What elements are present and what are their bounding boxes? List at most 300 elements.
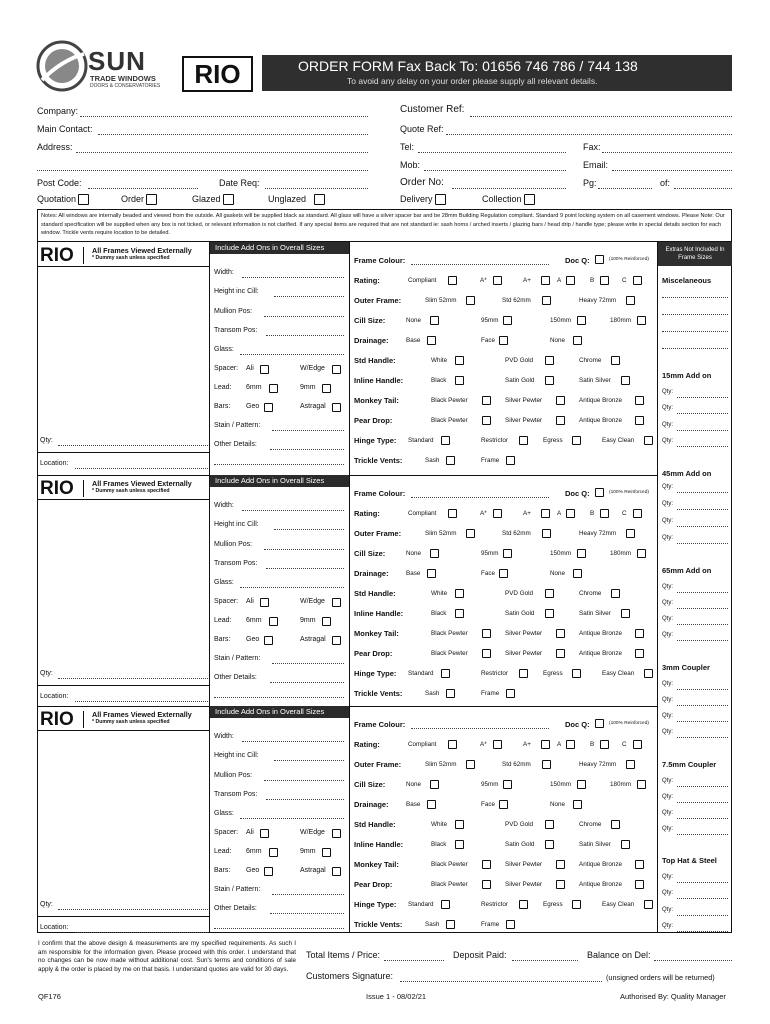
frame2-outer-label: Outer Frame: [354, 529, 402, 538]
frame1-hinge-restrictor-checkbox[interactable] [519, 436, 528, 445]
frame1-cill-c180-checkbox[interactable] [637, 316, 646, 325]
extras-group-1-qty-field-3[interactable] [677, 430, 728, 431]
extras-group-6-qty-field-4[interactable] [677, 931, 728, 932]
frame1-std_handle-chrome-label: Chrome [579, 357, 602, 364]
frame2-geo-checkbox[interactable] [264, 636, 273, 645]
frame3-height-label: Height inc Cill: [214, 752, 259, 759]
frame3-geo-checkbox[interactable] [264, 867, 273, 876]
frame2-inline-satin_silver-checkbox[interactable] [621, 609, 630, 618]
frame3-rating-a-checkbox[interactable] [566, 740, 575, 749]
unglazed-checkbox[interactable] [314, 194, 325, 205]
frame3-drawing-area[interactable] [40, 734, 206, 901]
frame3-rating-aplus-checkbox[interactable] [541, 740, 550, 749]
extras-group-5-qty-field-1[interactable] [677, 786, 728, 787]
order-no-field[interactable] [452, 188, 566, 189]
extras-group-3-qty-field-2[interactable] [677, 608, 728, 609]
email-label: Email: [583, 160, 609, 170]
product-badge: RIO [182, 56, 253, 92]
frame1-drainage-none-checkbox[interactable] [573, 336, 582, 345]
frame1-pear-silver_pewter-checkbox[interactable] [556, 416, 565, 425]
form-code: QF176 [38, 992, 61, 1001]
frame2-monkey-antique-label: Antique Bronze [579, 630, 623, 637]
extras-group-2-qty-field-2[interactable] [677, 509, 728, 510]
frame3-rating-c-checkbox[interactable] [633, 740, 642, 749]
extras-group-2-qty-label-1: Qty: [662, 484, 674, 490]
frame3-monkey-black_pewter-checkbox[interactable] [482, 860, 491, 869]
extras-group-6-qty-label-2: Qty: [662, 890, 674, 896]
frame2-inline-label: Inline Handle: [354, 609, 404, 618]
frame1-monkey-black_pewter-checkbox[interactable] [482, 396, 491, 405]
company-field[interactable] [80, 116, 368, 117]
frame3-monkey-antique-checkbox[interactable] [635, 860, 644, 869]
frame2-std_handle-pvd-checkbox[interactable] [545, 589, 554, 598]
frame1-inline-satin_silver-checkbox[interactable] [621, 376, 630, 385]
frame2-pear-black_pewter-checkbox[interactable] [482, 649, 491, 658]
frame1-hinge-label: Hinge Type: [354, 436, 397, 445]
frame2-rating-a-checkbox[interactable] [566, 509, 575, 518]
frame3-cill-label: Cill Size: [354, 780, 386, 789]
frame3-rating-compliant-checkbox[interactable] [448, 740, 457, 749]
frame2-drainage-base-checkbox[interactable] [427, 569, 436, 578]
confirm-text: I confirm that the above design & measurements are my specified requirements. As such I am responsible for the information given. Please proceed with this order. I understand that no changes can be now made without additional cost. Sun's terms and conditions of sale apply & the order is placed by me on that basis. I understand quotes are valid for 30 days. [38, 940, 296, 973]
frame2-glass-label: Glass: [214, 579, 234, 586]
frame1-inline-satin_gold-label: Satin Gold [505, 377, 535, 384]
frame1-astragal-label: Astragal [300, 403, 326, 410]
frame3-cill-c150-checkbox[interactable] [577, 780, 586, 789]
frame1-cill-c150-checkbox[interactable] [577, 316, 586, 325]
frame3-location-label: Location: [40, 924, 69, 931]
extras-group-4-qty-label-1: Qty: [662, 681, 674, 687]
frame2-cill-c150-checkbox[interactable] [577, 549, 586, 558]
frame3-trickle-label: Trickle Vents: [354, 920, 403, 929]
frame1-outer-std-checkbox[interactable] [542, 296, 551, 305]
frame1-rating-compliant-checkbox[interactable] [448, 276, 457, 285]
frame3-lead9-checkbox[interactable] [322, 848, 331, 857]
frame2-std_handle-chrome-label: Chrome [579, 590, 602, 597]
frame3-cill-c180-checkbox[interactable] [637, 780, 646, 789]
extras-group-5-qty-field-3[interactable] [677, 818, 728, 819]
frame3-drainage-none-checkbox[interactable] [573, 800, 582, 809]
glazed-label [192, 194, 234, 205]
frame1-monkey-antique-checkbox[interactable] [635, 396, 644, 405]
frame3-hinge-easy-checkbox[interactable] [644, 900, 653, 909]
frame3-std_handle-chrome-checkbox[interactable] [611, 820, 620, 829]
extras-group-2-qty-field-4[interactable] [677, 543, 728, 544]
misc-field-1[interactable] [662, 297, 728, 298]
order-checkbox[interactable] [146, 194, 157, 205]
fax-field[interactable] [602, 152, 732, 153]
frame3-hinge-restrictor-checkbox[interactable] [519, 900, 528, 909]
frame1-inline-black-checkbox[interactable] [455, 376, 464, 385]
frame2-ali-checkbox[interactable] [260, 598, 269, 607]
date-req-field[interactable] [265, 188, 368, 189]
frame1-location-label: Location: [40, 460, 69, 467]
frame3-rating-b-checkbox[interactable] [600, 740, 609, 749]
frame2-mullion-label: Mullion Pos: [214, 541, 253, 548]
frame2-outer-heavy-label: Heavy 72mm [579, 530, 617, 537]
frame2-cill-c180-checkbox[interactable] [637, 549, 646, 558]
frame3-std_handle-white-checkbox[interactable] [455, 820, 464, 829]
frame1-ali-checkbox[interactable] [260, 365, 269, 374]
frame3-pear-black_pewter-label: Black Pewter [431, 881, 468, 888]
frame2-cill-none-checkbox[interactable] [430, 549, 439, 558]
frame2-spacer-label: Spacer: [214, 598, 239, 605]
frame2-transom-field[interactable] [266, 568, 344, 569]
delivery-checkbox[interactable] [435, 194, 446, 205]
frame2-std_handle-white-checkbox[interactable] [455, 589, 464, 598]
frame3-monkey-silver_pewter-checkbox[interactable] [556, 860, 565, 869]
frame2-lead6-checkbox[interactable] [269, 617, 278, 626]
form-title: ORDER FORM Fax Back To: 01656 746 786 / 744 138 [298, 58, 638, 74]
extras-group-3-qty-field-1[interactable] [677, 592, 728, 593]
frame2-wedge-checkbox[interactable] [332, 598, 341, 607]
frame1-glass-field[interactable] [240, 354, 344, 355]
frame2-hinge-easy-label: Easy Clean [602, 670, 635, 677]
frame2-std_handle-chrome-checkbox[interactable] [611, 589, 620, 598]
frame1-std_handle-pvd-checkbox[interactable] [545, 356, 554, 365]
glazed-checkbox[interactable] [223, 194, 234, 205]
frame2-drainage-face-checkbox[interactable] [499, 569, 508, 578]
frame3-hinge-egress-checkbox[interactable] [572, 900, 581, 909]
frame3-width-field[interactable] [242, 741, 344, 742]
frame3-mullion-field[interactable] [264, 780, 344, 781]
frame1-cill-label: Cill Size: [354, 316, 386, 325]
frame3-outer-std-checkbox[interactable] [542, 760, 551, 769]
deposit-field[interactable] [512, 960, 578, 961]
frame1-lead9-checkbox[interactable] [322, 384, 331, 393]
frame2-hinge-easy-checkbox[interactable] [644, 669, 653, 678]
frame3-rating-aplus-label: A+ [523, 741, 531, 748]
extras-group-6-qty-field-2[interactable] [677, 898, 728, 899]
frame1-pear-silver_pewter-label: Silver Pewter [505, 417, 543, 424]
frame3-location-field[interactable] [75, 932, 208, 933]
frame1-pear-label: Pear Drop: [354, 416, 393, 425]
misc-field-3[interactable] [662, 331, 728, 332]
extras-group-5-qty-field-2[interactable] [677, 802, 728, 803]
frame3-outer-heavy-checkbox[interactable] [626, 760, 635, 769]
frame2-trickle-sash-checkbox[interactable] [446, 689, 455, 698]
frame3-qty-field[interactable] [58, 909, 208, 910]
extras-group-2-qty-label-3: Qty: [662, 518, 674, 524]
frame2-outer-std-checkbox[interactable] [542, 529, 551, 538]
frame1-frame-colour-label: Frame Colour: [354, 256, 406, 265]
frame1-location-field[interactable] [75, 468, 208, 469]
frame1-rating-c-label: C [622, 277, 627, 284]
address-field[interactable] [76, 152, 368, 153]
extras-group-6-qty-field-1[interactable] [677, 882, 728, 883]
main-contact-field[interactable] [98, 134, 368, 135]
glazed-text: Glazed [192, 194, 221, 204]
mob-field[interactable] [424, 170, 566, 171]
frame1-other-label: Other Details: [214, 441, 257, 448]
frame1-inline-satin_silver-label: Satin Silver [579, 377, 611, 384]
frame1-std_handle-pvd-label: PVD Gold [505, 357, 533, 364]
frame1-inline-satin_gold-checkbox[interactable] [545, 376, 554, 385]
frame1-height-field[interactable] [274, 296, 344, 297]
frame1-mullion-field[interactable] [264, 316, 344, 317]
frame1-trickle-frame-checkbox[interactable] [506, 456, 515, 465]
frame1-rating-c-checkbox[interactable] [633, 276, 642, 285]
balance-field[interactable] [654, 960, 732, 961]
frame3-drainage-base-checkbox[interactable] [427, 800, 436, 809]
frame3-stain-field[interactable] [272, 894, 344, 895]
notes-text: Notes: All windows are internally beaded and viewed from the outside. All gaskets will be supplied black as standard. All glass will have a silver spacer bar and be 28mm Building Regulation compliant. Standard 9 point locking system on all casement windows. Please Note: Our standard specification will be supplied when any box is not ticked, or relevant information is not clarified. If any special items are required that are not standard ie: sash horns / arched inserts / glazing bars / head drip / handle type; please write in special details section for each window. Trickle vents require location to be detailed. [41, 213, 725, 236]
frame2-other-field-2[interactable] [214, 697, 344, 698]
extras-group-3-qty-field-4[interactable] [677, 640, 728, 641]
frame1-other-field-2[interactable] [214, 464, 344, 465]
frame1-wedge-checkbox[interactable] [332, 365, 341, 374]
customer-ref-field[interactable] [470, 116, 732, 117]
frame3-std_handle-pvd-checkbox[interactable] [545, 820, 554, 829]
frame1-rating-b-checkbox[interactable] [600, 276, 609, 285]
sun-logo-icon [36, 40, 88, 92]
frame2-rating-b-checkbox[interactable] [600, 509, 609, 518]
frame3-cill-c95-checkbox[interactable] [503, 780, 512, 789]
extras-group-6-title: Top Hat & Steel [662, 856, 717, 865]
extras-group-3-qty-field-3[interactable] [677, 624, 728, 625]
frame1-drainage-face-checkbox[interactable] [499, 336, 508, 345]
frame2-location-field[interactable] [75, 701, 208, 702]
frame2-monkey-black_pewter-label: Black Pewter [431, 630, 468, 637]
frame2-height-field[interactable] [274, 529, 344, 530]
frame2-location-label: Location: [40, 693, 69, 700]
frame2-astragal-checkbox[interactable] [332, 636, 341, 645]
frame1-hinge-egress-checkbox[interactable] [572, 436, 581, 445]
frame3-other-field[interactable] [270, 913, 344, 914]
frame2-frame-colour-field[interactable] [411, 497, 549, 498]
frame2-rating-astar-checkbox[interactable] [493, 509, 502, 518]
extras-group-1-qty-field-1[interactable] [677, 397, 728, 398]
frame3-lead6-checkbox[interactable] [269, 848, 278, 857]
frame2-qty-field[interactable] [58, 678, 208, 679]
qty-divider [37, 916, 209, 917]
frame2-hinge-restrictor-label: Restrictor [481, 670, 508, 677]
frame2-viewed-text: All Frames Viewed Externally [92, 479, 192, 488]
frame2-outer-heavy-checkbox[interactable] [626, 529, 635, 538]
frame3-hinge-standard-checkbox[interactable] [441, 900, 450, 909]
frame1-addons-header [210, 242, 349, 254]
total-field[interactable] [384, 960, 444, 961]
frame3-cill-c95-label: 95mm [481, 781, 499, 788]
frame1-std_handle-label: Std Handle: [354, 356, 396, 365]
extras-group-1-qty-field-4[interactable] [677, 446, 728, 447]
frame2-pear-antique-label: Antique Bronze [579, 650, 623, 657]
frame1-width-label: Width: [214, 269, 234, 276]
frame1-docq-checkbox[interactable] [595, 255, 604, 264]
frame1-hinge-standard-checkbox[interactable] [441, 436, 450, 445]
frame1-drawing-area[interactable] [40, 270, 206, 443]
frame2-inline-satin_gold-label: Satin Gold [505, 610, 535, 617]
frame2-monkey-silver_pewter-checkbox[interactable] [556, 629, 565, 638]
frame2-hinge-egress-checkbox[interactable] [572, 669, 581, 678]
frame-divider-left [209, 706, 210, 933]
of-field[interactable] [674, 188, 732, 189]
frame3-glass-field[interactable] [240, 818, 344, 819]
extras-group-6-qty-field-3[interactable] [677, 915, 728, 916]
frame3-ali-label: Ali [246, 829, 254, 836]
extras-group-5-qty-label-1: Qty: [662, 778, 674, 784]
frame3-drainage-face-checkbox[interactable] [499, 800, 508, 809]
frame1-outer-slim-checkbox[interactable] [466, 296, 475, 305]
frame1-rating-astar-checkbox[interactable] [493, 276, 502, 285]
tel-field[interactable] [418, 152, 566, 153]
frame3-pear-antique-checkbox[interactable] [635, 880, 644, 889]
frame2-drainage-none-checkbox[interactable] [573, 569, 582, 578]
frame2-hinge-standard-checkbox[interactable] [441, 669, 450, 678]
frame1-qty-field[interactable] [58, 445, 208, 446]
frame3-drainage-none-label: None [550, 801, 566, 808]
frame3-drainage-label: Drainage: [354, 800, 389, 809]
frame2-std_handle-pvd-label: PVD Gold [505, 590, 533, 597]
quotation-text: Quotation [37, 194, 77, 204]
frame3-inline-satin_gold-checkbox[interactable] [545, 840, 554, 849]
frame1-hinge-easy-checkbox[interactable] [644, 436, 653, 445]
frame2-cill-c95-label: 95mm [481, 550, 499, 557]
frame3-inline-satin_silver-checkbox[interactable] [621, 840, 630, 849]
extras-group-6-qty-label-4: Qty: [662, 923, 674, 929]
frame1-lead6-checkbox[interactable] [269, 384, 278, 393]
frame1-pear-antique-checkbox[interactable] [635, 416, 644, 425]
frame3-astragal-checkbox[interactable] [332, 867, 341, 876]
total-label: Total Items / Price: [306, 950, 381, 960]
extras-group-4-qty-field-4[interactable] [677, 737, 728, 738]
frame1-monkey-label: Monkey Tail: [354, 396, 399, 405]
frame1-drainage-base-checkbox[interactable] [427, 336, 436, 345]
frame1-frame-colour-field[interactable] [411, 264, 549, 265]
frame1-rating-a-checkbox[interactable] [566, 276, 575, 285]
frame3-addons-header [210, 706, 349, 718]
extras-group-5-qty-field-4[interactable] [677, 834, 728, 835]
sun-logo [36, 40, 166, 95]
frame3-rating-c-label: C [622, 741, 627, 748]
frame3-inline-black-checkbox[interactable] [455, 840, 464, 849]
frame2-mullion-field[interactable] [264, 549, 344, 550]
brand-sub1: TRADE WINDOWS [90, 74, 156, 83]
frame3-rating-compliant-label: Compliant [408, 741, 437, 748]
frame1-drainage-label: Drainage: [354, 336, 389, 345]
frame3-trickle-frame-checkbox[interactable] [506, 920, 515, 929]
frame2-inline-black-checkbox[interactable] [455, 609, 464, 618]
quotation-checkbox[interactable] [78, 194, 89, 205]
address-field-2[interactable] [37, 170, 368, 171]
pg-field[interactable] [598, 188, 652, 189]
email-field[interactable] [612, 170, 732, 171]
extras-group-4-qty-field-3[interactable] [677, 721, 728, 722]
collection-checkbox[interactable] [524, 194, 535, 205]
frame3-wedge-checkbox[interactable] [332, 829, 341, 838]
frame3-trickle-sash-checkbox[interactable] [446, 920, 455, 929]
title-bar [262, 55, 732, 91]
frame1-transom-field[interactable] [266, 335, 344, 336]
frame3-rating-a-label: A [557, 741, 562, 748]
misc-field-4[interactable] [662, 348, 728, 349]
frame1-height-label: Height inc Cill: [214, 288, 259, 295]
frame2-other-field[interactable] [270, 682, 344, 683]
frame2-monkey-antique-checkbox[interactable] [635, 629, 644, 638]
extras-group-2-qty-field-3[interactable] [677, 526, 728, 527]
frame1-width-field[interactable] [242, 277, 344, 278]
frame1-other-field[interactable] [270, 449, 344, 450]
quote-ref-field[interactable] [446, 134, 732, 135]
frame2-width-field[interactable] [242, 510, 344, 511]
extras-group-4-qty-field-2[interactable] [677, 705, 728, 706]
frame2-stain-field[interactable] [272, 663, 344, 664]
frame3-other-field-2[interactable] [214, 928, 344, 929]
frame2-rating-aplus-checkbox[interactable] [541, 509, 550, 518]
frame3-transom-field[interactable] [266, 799, 344, 800]
frame1-stain-field[interactable] [272, 430, 344, 431]
frame1-monkey-silver_pewter-checkbox[interactable] [556, 396, 565, 405]
frame2-hinge-restrictor-checkbox[interactable] [519, 669, 528, 678]
frame3-lead9-label: 9mm [300, 848, 316, 855]
frame3-lead-label: Lead: [214, 848, 232, 855]
frame1-cill-c95-checkbox[interactable] [503, 316, 512, 325]
frame2-hinge-label: Hinge Type: [354, 669, 397, 678]
frame1-rating-aplus-checkbox[interactable] [541, 276, 550, 285]
frame3-pear-black_pewter-checkbox[interactable] [482, 880, 491, 889]
frame2-cill-c95-checkbox[interactable] [503, 549, 512, 558]
frame1-astragal-checkbox[interactable] [332, 403, 341, 412]
frame1-outer-slim-label: Slim 52mm [425, 297, 457, 304]
frame2-hinge-standard-label: Standard [408, 670, 434, 677]
frame2-trickle-frame-checkbox[interactable] [506, 689, 515, 698]
frame3-frame-colour-field[interactable] [411, 728, 549, 729]
frame2-drawing-area[interactable] [40, 503, 206, 674]
signature-field[interactable] [400, 981, 602, 982]
frame1-cill-none-checkbox[interactable] [430, 316, 439, 325]
frame2-rating-compliant-checkbox[interactable] [448, 509, 457, 518]
misc-field-2[interactable] [662, 314, 728, 315]
frame1-rating-aplus-label: A+ [523, 277, 531, 284]
extras-group-4-qty-field-1[interactable] [677, 689, 728, 690]
frame3-viewed-text: All Frames Viewed Externally [92, 710, 192, 719]
frame1-outer-heavy-checkbox[interactable] [626, 296, 635, 305]
frame1-docq-label: Doc Q: [565, 256, 590, 265]
frame1-geo-checkbox[interactable] [264, 403, 273, 412]
frame1-rating-compliant-label: Compliant [408, 277, 437, 284]
frame3-docq-checkbox[interactable] [595, 719, 604, 728]
frame2-monkey-black_pewter-checkbox[interactable] [482, 629, 491, 638]
frame2-outer-slim-checkbox[interactable] [466, 529, 475, 538]
frame2-pear-antique-checkbox[interactable] [635, 649, 644, 658]
frame2-rating-c-checkbox[interactable] [633, 509, 642, 518]
extras-group-5-qty-label-3: Qty: [662, 810, 674, 816]
post-code-label: Post Code: [37, 178, 82, 188]
post-code-field[interactable] [88, 188, 198, 189]
frame2-docq-checkbox[interactable] [595, 488, 604, 497]
frame3-outer-slim-checkbox[interactable] [466, 760, 475, 769]
frame2-glass-field[interactable] [240, 587, 344, 588]
frame3-inline-black-label: Black [431, 841, 447, 848]
frame3-height-field[interactable] [274, 760, 344, 761]
frame3-pear-silver_pewter-checkbox[interactable] [556, 880, 565, 889]
frame3-rating-astar-checkbox[interactable] [493, 740, 502, 749]
frame3-cill-none-checkbox[interactable] [430, 780, 439, 789]
extras-group-1-qty-field-2[interactable] [677, 413, 728, 414]
frame2-pear-silver_pewter-checkbox[interactable] [556, 649, 565, 658]
frame1-std_handle-chrome-checkbox[interactable] [611, 356, 620, 365]
frame1-trickle-sash-checkbox[interactable] [446, 456, 455, 465]
frame1-pear-black_pewter-checkbox[interactable] [482, 416, 491, 425]
frame2-lead9-checkbox[interactable] [322, 617, 331, 626]
frame1-drainage-none-label: None [550, 337, 566, 344]
frame2-inline-satin_gold-checkbox[interactable] [545, 609, 554, 618]
frame1-std_handle-white-checkbox[interactable] [455, 356, 464, 365]
frame3-trickle-frame-label: Frame [481, 921, 500, 928]
extras-group-2-qty-field-1[interactable] [677, 492, 728, 493]
frame3-ali-checkbox[interactable] [260, 829, 269, 838]
frame2-drainage-base-label: Base [406, 570, 421, 577]
